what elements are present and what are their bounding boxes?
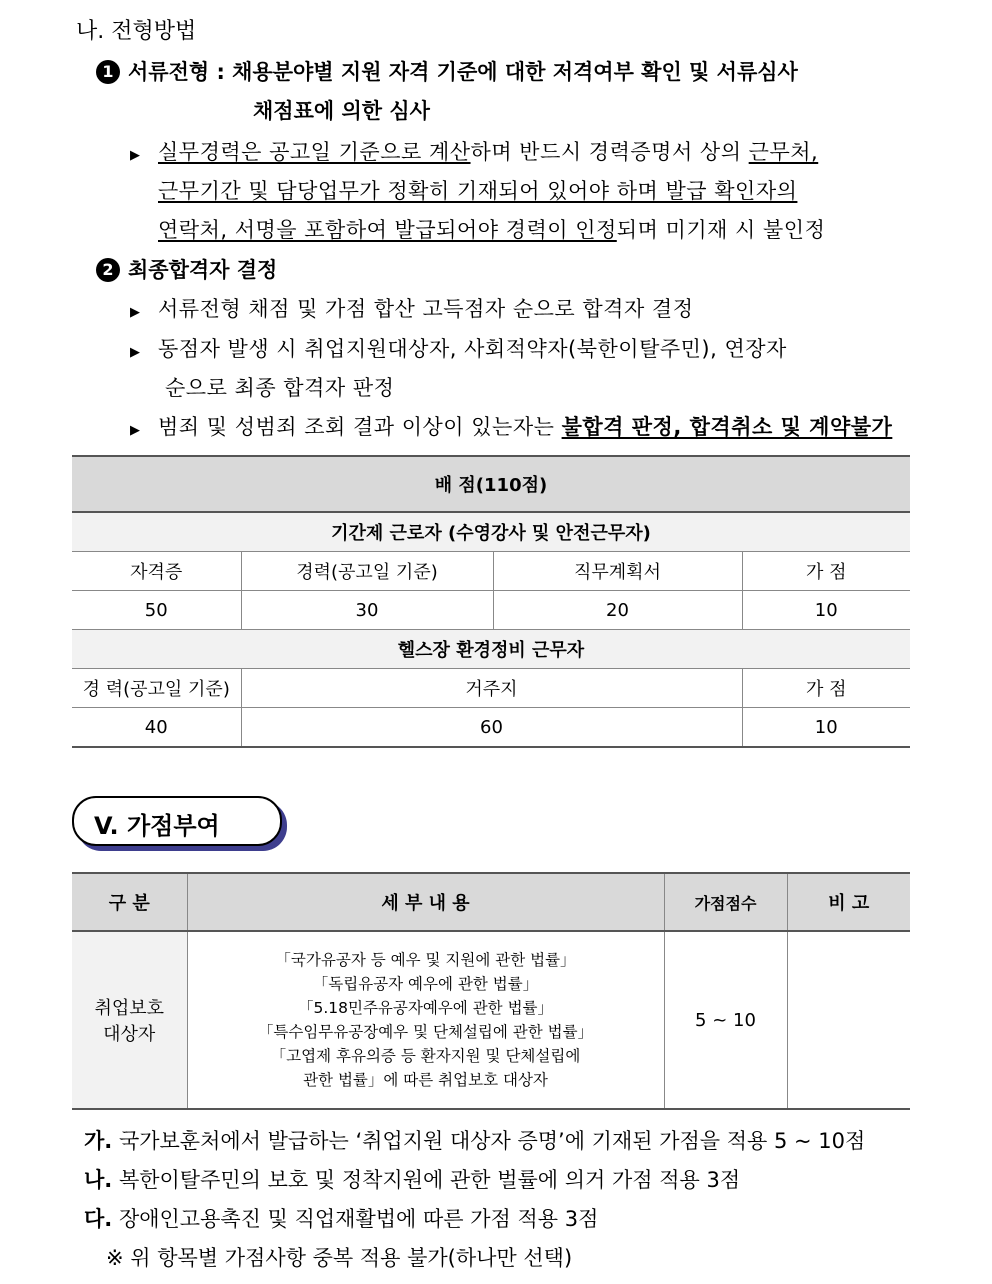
group1-col-header: 자격증 xyxy=(72,552,241,591)
item2-bullet3 xyxy=(130,411,892,441)
circled-number-icon: 1 xyxy=(96,60,120,84)
group2-title: 헬스장 환경정비 근무자 xyxy=(72,630,910,669)
bonus-note xyxy=(787,931,910,1109)
law-line: 「고엽제 후유의증 등 환자지원 및 단체설립에 xyxy=(270,1047,581,1065)
item2-bullet2-line1 xyxy=(130,333,787,363)
group2-value: 10 xyxy=(742,708,910,748)
bullet-text: 서류전형 채점 및 가점 합산 고득점자 순으로 합격자 결정 xyxy=(158,297,694,321)
bonus-col-header: 가점점수 xyxy=(664,873,787,931)
group2-col-header: 경 력(공고일 기준) xyxy=(72,669,241,708)
triangle-bullet-icon: ▶ xyxy=(130,345,141,360)
score-table xyxy=(72,455,910,748)
law-line: 관한 법률」에 따른 취업보호 대상자 xyxy=(303,1071,548,1089)
group2-col-header: 거주지 xyxy=(241,669,742,708)
law-line: 「국가유공자 등 예우 및 지원에 관한 법률」 xyxy=(275,951,576,969)
law-line: 「특수임무유공장예우 및 단체설립에 관한 법률」 xyxy=(257,1023,594,1041)
bonus-table xyxy=(72,872,910,1110)
group1-value: 20 xyxy=(493,591,742,630)
group1-title: 기간제 근로자 (수영강사 및 안전근무자) xyxy=(72,512,910,552)
bonus-category xyxy=(72,931,187,1109)
triangle-bullet-icon: ▶ xyxy=(130,305,141,320)
bullet-text: 범죄 및 성범죄 조회 결과 이상이 있는자는 xyxy=(158,415,562,439)
bonus-details xyxy=(187,931,664,1109)
note-text: 장애인고용촉진 및 직업재활법에 따른 가점 적용 3점 xyxy=(118,1207,599,1231)
underlined-text: 연락처, 서명을 포함하여 발급되어야 경력이 인정 xyxy=(158,218,617,242)
triangle-bullet-icon: ▶ xyxy=(130,148,141,163)
item2-bullet2-line2: 순으로 최종 합격자 판정 xyxy=(165,376,395,400)
note-label: 나. xyxy=(84,1168,113,1192)
item1-bullet-line1 xyxy=(130,136,818,166)
group2-col-header: 가 점 xyxy=(742,669,910,708)
bullet-text: 동점자 발생 시 취업지원대상자, 사회적약자(북한이탈주민), 연장자 xyxy=(158,337,787,361)
group1-col-header: 직무계획서 xyxy=(493,552,742,591)
group2-value: 40 xyxy=(72,708,241,748)
category-line: 대상자 xyxy=(103,1024,156,1045)
group1-value: 10 xyxy=(742,591,910,630)
note-item xyxy=(84,1125,865,1155)
triangle-bullet-icon: ▶ xyxy=(130,423,141,438)
group1-col-header: 가 점 xyxy=(742,552,910,591)
bonus-score: 5 ~ 10 xyxy=(664,931,787,1109)
note-text: 국가보훈처에서 발급하는 ‘취업지원 대상자 증명’에 기재된 가점을 적용 5 ~ 10점 xyxy=(118,1129,866,1153)
item1-text: 서류전형 : 채용분야별 지원 자격 기준에 대한 저격여부 확인 및 서류심사 xyxy=(128,60,798,84)
footnote: ※ 위 항목별 가점사항 중복 적용 불가(하나만 선택) xyxy=(106,1246,573,1270)
law-line: 「5.18민주유공자예우에 관한 법률」 xyxy=(297,999,554,1017)
group1-value: 50 xyxy=(72,591,241,630)
note-label: 가. xyxy=(84,1129,113,1153)
note-text: 복한이탈주민의 보호 및 정착지원에 관한 벌률에 의거 가점 적용 3점 xyxy=(118,1168,741,1192)
item1-line1 xyxy=(96,56,798,86)
section-v-badge xyxy=(72,796,282,846)
score-table-header: 배 점(110점) xyxy=(72,456,910,512)
circled-number-icon: 2 xyxy=(96,258,120,282)
category-line: 취업보호 xyxy=(94,998,165,1019)
group1-col-header: 경력(공고일 기준) xyxy=(241,552,493,591)
item1-line2: 채점표에 의한 심사 xyxy=(253,99,430,123)
item1-bullet-line2: 근무기간 및 담당업무가 정확히 기재되어 있어야 하며 발급 확인자의 xyxy=(158,179,798,203)
underlined-text: 불합격 판정, 합격취소 및 계약불가 xyxy=(561,415,893,439)
underlined-text: 근무처, xyxy=(748,140,819,164)
group1-value: 30 xyxy=(241,591,493,630)
item2-bullet1 xyxy=(130,293,693,323)
law-line: 「독립유공자 예우에 관한 법률」 xyxy=(312,975,539,993)
note-item xyxy=(84,1203,598,1233)
bonus-col-header: 비 고 xyxy=(787,873,910,931)
note-item xyxy=(84,1164,740,1194)
plain-text: 되며 미기재 시 불인정 xyxy=(616,218,826,242)
bonus-col-header: 구 분 xyxy=(72,873,187,931)
plain-text: 하며 반드시 경력증명서 상의 xyxy=(470,140,749,164)
underlined-text: 실무경력은 공고일 기준으로 계산 xyxy=(158,140,471,164)
item2-text: 최종합격자 결정 xyxy=(128,258,278,282)
item2-title xyxy=(96,254,277,284)
bonus-col-header: 세 부 내 용 xyxy=(187,873,664,931)
section-title: 나. 전형방법 xyxy=(76,19,197,44)
section-v-title: V. 가점부여 xyxy=(94,812,220,840)
group2-value: 60 xyxy=(241,708,742,748)
item1-bullet-line3 xyxy=(158,214,825,244)
note-label: 다. xyxy=(84,1207,113,1231)
